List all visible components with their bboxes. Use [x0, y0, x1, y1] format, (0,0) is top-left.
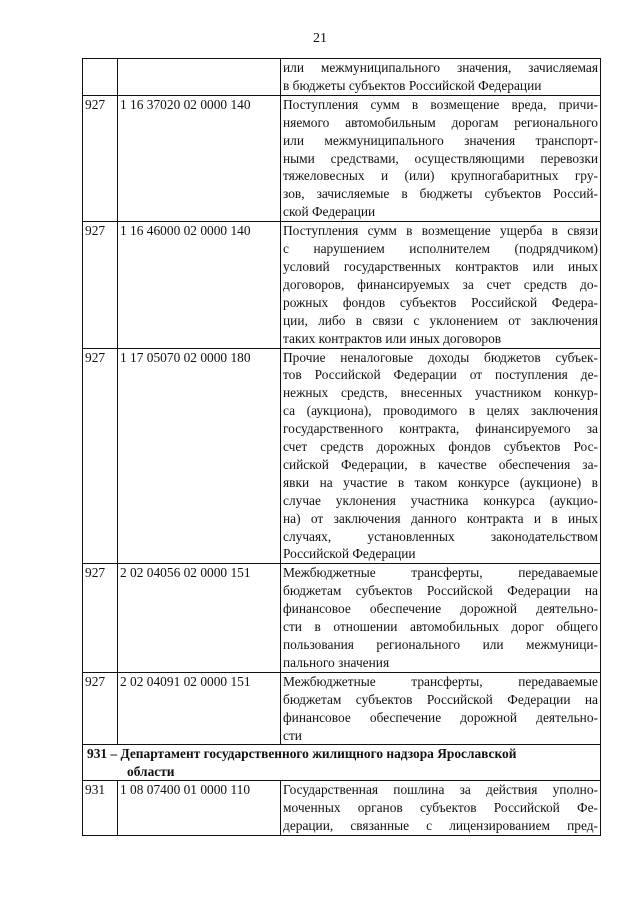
description-line: явки на участие в таком конкурсе (аукционе) в: [283, 474, 598, 490]
section-header-row: [83, 745, 601, 781]
kbk-code-cell: 1 08 07400 01 0000 110: [118, 781, 281, 836]
description-line: са (аукциона), проводимого в целях заключения: [283, 403, 598, 419]
description-line: моченных органов субъектов Российской Фе-: [283, 800, 598, 816]
description-line: бюджетам субъектов Российской Федерации на: [283, 583, 598, 599]
description-line: Государственная пошлина за действия уполно-: [283, 782, 598, 798]
description-line: ными средствами, осуществляющими перевозки: [283, 150, 598, 166]
description-line: финансовое обеспечение дорожной деятельно-: [283, 601, 598, 617]
kbk-code-cell: 2 02 04056 02 0000 151: [118, 564, 281, 672]
description-line: Межбюджетные трансферты, передаваемые: [283, 565, 598, 581]
description-line: случаях, установленных законодательством: [283, 528, 598, 544]
description-line: пользования регионального или межмуници-: [283, 637, 598, 652]
description-line: условий государственных контрактов или иных: [283, 258, 598, 274]
description-line: сти: [283, 727, 302, 743]
description-line: в бюджеты субъектов Российской Федерации: [283, 77, 542, 93]
description-line: Российской Федерации: [283, 546, 416, 562]
description-line: тяжеловесных и (или) крупногабаритных гру-: [283, 168, 598, 184]
description-line: сти в отношении автомобильных дорог общего: [283, 619, 598, 635]
description-line: или межмуниципального значения, зачисляемая: [283, 60, 598, 75]
section-header-cell: [83, 745, 601, 781]
description-line: нежных средств, внесенных участником конкур-: [283, 385, 598, 401]
description-cell: [281, 564, 601, 672]
page-number: 21: [313, 31, 327, 46]
description-line: зов, зачисляемые в бюджеты субъектов Россий-: [283, 186, 598, 202]
kbk-code-cell: 1 17 05070 02 0000 180: [118, 348, 281, 564]
table-row: [83, 59, 601, 96]
description-cell: [281, 348, 601, 564]
table-row: [83, 564, 601, 672]
admin-code-cell: 927: [83, 672, 118, 745]
table-row: [83, 222, 601, 348]
table-row: [83, 781, 601, 836]
description-line: счет средств дорожных фондов субъектов Рос-: [283, 439, 598, 455]
admin-code-cell: 931: [83, 781, 118, 836]
admin-code-cell: 927: [83, 95, 118, 221]
section-title-line-1: 931 – Департамент государственного жилищного надзора Ярославской: [87, 746, 517, 762]
section-title-line-2: области: [127, 763, 175, 779]
description-line: случае уклонения участника конкурса (аукцио-: [283, 492, 598, 508]
description-line: няемого автомобильным дорогам регионального: [283, 114, 598, 130]
description-line: Поступления сумм в возмещение ущерба в связи: [283, 223, 598, 239]
description-line: или межмуниципального значения транспорт-: [283, 132, 598, 148]
description-line: Прочие неналоговые доходы бюджетов субъек-: [283, 349, 598, 365]
description-line: договоров, финансируемых за счет средств до-: [283, 276, 598, 292]
description-line: ской Федерации: [283, 204, 376, 220]
description-line: сийской Федерации, в качестве обеспечения за-: [283, 456, 598, 472]
description-cell: [281, 222, 601, 348]
table-row: [83, 672, 601, 745]
description-cell: [281, 781, 601, 836]
description-line: тов Российской Федерации от поступления де-: [283, 367, 598, 383]
kbk-code-cell: 1 16 46000 02 0000 140: [118, 222, 281, 348]
description-cell: [281, 95, 601, 221]
description-line: бюджетам субъектов Российской Федерации на: [283, 691, 598, 707]
description-line: дерации, связанные с лицензированием пред-: [283, 818, 598, 834]
kbk-code-cell: [118, 59, 281, 96]
admin-code-cell: 927: [83, 348, 118, 564]
description-line: рожных фондов субъектов Российской Федера-: [283, 294, 598, 310]
description-line: пального значения: [283, 654, 390, 670]
description-line: финансовое обеспечение дорожной деятельно-: [283, 709, 598, 725]
description-line: Поступления сумм в возмещение вреда, причи-: [283, 96, 598, 112]
admin-code-cell: 927: [83, 564, 118, 672]
description-cell: [281, 672, 601, 745]
description-line: с нарушением исполнителем (подрядчиком): [283, 241, 598, 257]
budget-classification-table: [82, 58, 601, 836]
description-line: государственного контракта, финансируемого за: [283, 421, 598, 437]
description-line: Межбюджетные трансферты, передаваемые: [283, 673, 598, 689]
table-row: [83, 348, 601, 564]
description-line: таких контрактов или иных договоров: [283, 330, 502, 346]
kbk-code-cell: 1 16 37020 02 0000 140: [118, 95, 281, 221]
admin-code-cell: [83, 59, 118, 96]
table-row: [83, 95, 601, 221]
description-line: ции, либо в связи с уклонением от заключения: [283, 312, 598, 328]
table-body: [83, 59, 601, 836]
description-cell: [281, 59, 601, 96]
kbk-code-cell: 2 02 04091 02 0000 151: [118, 672, 281, 745]
admin-code-cell: 927: [83, 222, 118, 348]
description-line: на) от заключения данного контракта и в иных: [283, 510, 598, 526]
